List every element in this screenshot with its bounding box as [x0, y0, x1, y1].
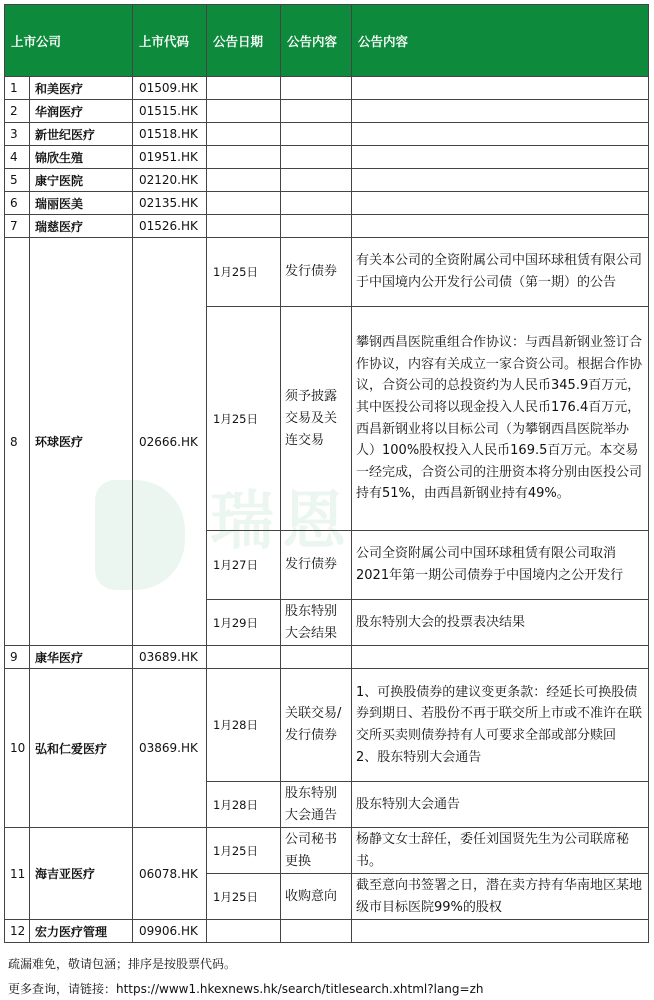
table-row: [5, 192, 649, 215]
table-row: [5, 238, 649, 307]
table-row: [5, 123, 649, 146]
row-index: 3: [5, 123, 30, 146]
company-name: 瑞慈医疗: [30, 215, 133, 238]
row-index: 1: [5, 77, 30, 100]
announcement-type: 公司秘书更换: [281, 828, 352, 874]
stock-code: 01515.HK: [133, 100, 207, 123]
row-index: 12: [5, 920, 30, 943]
stock-code: 01509.HK: [133, 77, 207, 100]
row-index: 9: [5, 646, 30, 669]
stock-code: 09906.HK: [133, 920, 207, 943]
header-code: 上市代码: [133, 5, 207, 77]
stock-code: 02120.HK: [133, 169, 207, 192]
announcement-date: 1月28日: [207, 669, 281, 782]
company-name: 康华医疗: [30, 646, 133, 669]
stock-code: 06078.HK: [133, 828, 207, 920]
stock-code: 01526.HK: [133, 215, 207, 238]
announcement-date: 1月29日: [207, 600, 281, 646]
announcement-type: 股东特别大会通告: [281, 782, 352, 828]
table-row: [5, 146, 649, 169]
announcement-type: 关联交易/发行债券: [281, 669, 352, 782]
announcement-type: 发行债券: [281, 238, 352, 307]
table-row: [5, 215, 649, 238]
stock-code: 01951.HK: [133, 146, 207, 169]
table-row: [5, 646, 649, 669]
stock-code: 02666.HK: [133, 238, 207, 646]
footer-link[interactable]: 更多查询，请链接：https://www1.hkexnews.hk/search/titlesearch.xhtml?lang=zh: [8, 982, 484, 996]
row-index: 6: [5, 192, 30, 215]
company-name: 环球医疗: [30, 238, 133, 646]
table-header-row: [5, 5, 649, 77]
stock-code: 03689.HK: [133, 646, 207, 669]
stock-code: 01518.HK: [133, 123, 207, 146]
header-type: 公告内容: [281, 5, 352, 77]
header-content: 公告内容: [352, 5, 649, 77]
stock-code: 02135.HK: [133, 192, 207, 215]
table-row: [5, 920, 649, 943]
watermark: 瑞恩: [210, 485, 354, 559]
announcement-type: 收购意向: [281, 874, 352, 920]
announcement-date: 1月27日: [207, 531, 281, 600]
stock-code: 03869.HK: [133, 669, 207, 828]
announcement-content: 股东特别大会的投票表决结果: [352, 600, 649, 646]
announcement-date: 1月28日: [207, 782, 281, 828]
row-index: 10: [5, 669, 30, 828]
table-row: [5, 169, 649, 192]
announcement-date: 1月25日: [207, 238, 281, 307]
header-company: 上市公司: [5, 5, 133, 77]
announcement-content: 有关本公司的全资附属公司中国环球租赁有限公司于中国境内公开发行公司债（第一期）的公告: [352, 238, 649, 307]
announcement-content: 攀钢西昌医院重组合作协议：与西昌新钢业签订合作协议，内容有关成立一家合资公司。根据合作协议，合资公司的总投资约为人民币345.9百万元，其中医投公司将以现金投入人民币176.4百万元，西昌新钢业将以目标公司（为攀钢西昌医院举办人）100%股权投入人民币169.5百万元。本交易一经完成，合资公司的注册资本将分别由医投公司持有51%，由西昌新钢业持有49%。: [352, 307, 649, 531]
table-row: [5, 669, 649, 782]
company-name: 瑞丽医美: [30, 192, 133, 215]
company-name: 海吉亚医疗: [30, 828, 133, 920]
row-index: 11: [5, 828, 30, 920]
row-index: 7: [5, 215, 30, 238]
announcement-type: 股东特别大会结果: [281, 600, 352, 646]
row-index: 8: [5, 238, 30, 646]
row-index: 2: [5, 100, 30, 123]
announcement-table: [4, 4, 649, 943]
announcement-type: 发行债券: [281, 531, 352, 600]
header-date: 公告日期: [207, 5, 281, 77]
company-name: 锦欣生殖: [30, 146, 133, 169]
row-index: 5: [5, 169, 30, 192]
table-row: [5, 77, 649, 100]
announcement-date: 1月25日: [207, 874, 281, 920]
table-row: [5, 828, 649, 874]
announcement-content: 1、可换股债券的建议变更条款：经延长可换股债券到期日、若股份不再于联交所上市或不准许在联交所买卖则债券持有人可要求全部或部分赎回 2、股东特别大会通告: [352, 669, 649, 782]
company-name: 康宁医院: [30, 169, 133, 192]
announcement-content: 杨静文女士辞任，委任刘国贤先生为公司联席秘书。: [352, 828, 649, 874]
announcement-date: 1月25日: [207, 307, 281, 531]
company-name: 宏力医疗管理: [30, 920, 133, 943]
announcement-content: 截至意向书签署之日，潜在卖方持有华南地区某地级市目标医院99%的股权: [352, 874, 649, 920]
company-name: 和美医疗: [30, 77, 133, 100]
company-name: 弘和仁爱医疗: [30, 669, 133, 828]
announcement-content: 公司全资附属公司中国环球租赁有限公司取消2021年第一期公司债券于中国境内之公开发行: [352, 531, 649, 600]
row-index: 4: [5, 146, 30, 169]
company-name: 华润医疗: [30, 100, 133, 123]
announcement-type: 须予披露交易及关连交易: [281, 307, 352, 531]
company-name: 新世纪医疗: [30, 123, 133, 146]
announcement-content: 股东特别大会通告: [352, 782, 649, 828]
announcement-date: 1月25日: [207, 828, 281, 874]
table-row: [5, 100, 649, 123]
footer-note: 疏漏难免，敬请包涵；排序是按股票代码。: [8, 957, 237, 971]
